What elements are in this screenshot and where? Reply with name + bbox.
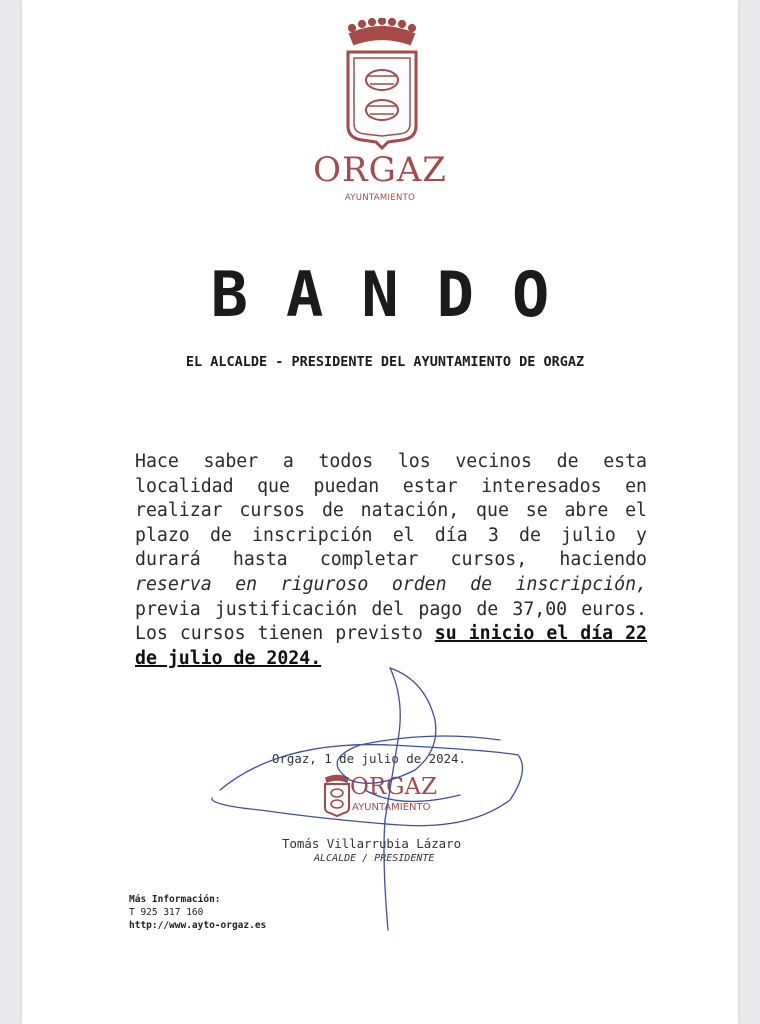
stamp-name: ORGAZ xyxy=(350,774,438,800)
contact-website-link[interactable]: http://www.ayto-orgaz.es xyxy=(129,920,267,931)
contact-label: Más Información: xyxy=(129,894,221,905)
contact-phone: T 925 317 160 xyxy=(129,907,204,918)
document-title: BANDO xyxy=(210,258,588,331)
stamp-subtitle: AYUNTAMIENTO xyxy=(352,802,431,813)
place-and-date: Orgaz, 1 de julio de 2024. xyxy=(272,751,466,766)
announcement-body xyxy=(135,450,647,671)
contact-info xyxy=(129,893,266,932)
org-subtitle: AYUNTAMIENTO xyxy=(344,193,416,203)
body-text-part2: previa justificación del pago de 37,00 euros. Los cursos tienen previsto xyxy=(135,598,647,645)
signer-name: Tomás Villarrubia Lázaro xyxy=(282,836,462,851)
coat-of-arms-logo xyxy=(342,18,422,150)
body-text-italic: reserva en riguroso orden de inscripción, xyxy=(135,573,647,595)
body-text-emphasis: su inicio el día 22 de julio de 2024. xyxy=(135,623,647,669)
document-heading: EL ALCALDE - PRESIDENTE DEL AYUNTAMIENTO DE ORGAZ xyxy=(185,354,585,370)
stamp-crest-icon xyxy=(322,772,352,818)
official-stamp xyxy=(322,772,462,820)
body-text-part1: Hace saber a todos los vecinos de esta localidad que puedan estar interesados en realizar cursos de natación, que se abre el plazo de inscripción el día 3 de julio y durará hasta completar cursos, haciendo xyxy=(135,451,647,571)
signer-role: ALCALDE / PRESIDENTE xyxy=(314,853,435,864)
org-name-logo-text: ORGAZ xyxy=(313,150,447,190)
